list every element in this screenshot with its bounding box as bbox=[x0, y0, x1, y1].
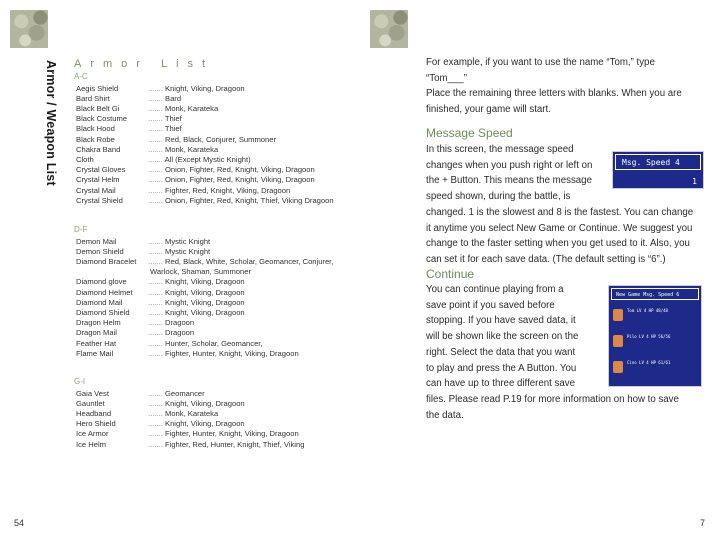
armor-name: Gauntlet bbox=[76, 398, 105, 408]
armor-jobs: Bard bbox=[165, 93, 182, 103]
text-line: For example, if you want to use the name “Tom,” type bbox=[426, 57, 655, 68]
continue-heading: Continue bbox=[426, 267, 475, 281]
armor-row bbox=[76, 114, 182, 124]
armor-row bbox=[76, 399, 245, 409]
armor-jobs: Geomancer bbox=[165, 388, 205, 398]
leader-dots: ....... bbox=[146, 429, 165, 439]
armor-jobs: Monk, Karateka bbox=[165, 103, 219, 113]
armor-row bbox=[76, 288, 245, 298]
text-line: will be shown like the screen on the bbox=[426, 331, 579, 343]
text-line: can have up to three different save bbox=[426, 378, 576, 390]
leader-dots: ....... bbox=[146, 185, 165, 195]
armor-jobs: Fighter, Hunter, Knight, Viking, Dragoon bbox=[165, 429, 299, 439]
text-line: to play and press the A Button. You bbox=[426, 362, 577, 374]
armor-name: Demon Mail bbox=[76, 236, 117, 246]
corner-texture-right bbox=[370, 10, 408, 48]
speed-value: 1 bbox=[692, 177, 697, 186]
section-label: D-F bbox=[74, 225, 88, 234]
armor-jobs: Onion, Fighter, Red, Knight, Viking, Dragoon bbox=[165, 175, 315, 185]
armor-name: Crystal Shield bbox=[76, 195, 123, 205]
leader-dots: ....... bbox=[146, 297, 165, 307]
armor-row bbox=[76, 104, 218, 114]
corner-texture-left bbox=[10, 10, 48, 48]
leader-dots: ....... bbox=[146, 398, 165, 408]
armor-row bbox=[76, 175, 315, 185]
armor-row bbox=[76, 349, 299, 359]
armor-name: Diamond Bracelet bbox=[76, 256, 137, 266]
armor-row bbox=[76, 124, 182, 134]
leader-dots: ....... bbox=[146, 419, 165, 429]
armor-row bbox=[76, 196, 334, 206]
armor-row bbox=[76, 155, 251, 165]
armor-name: Crystal Mail bbox=[76, 185, 116, 195]
armor-name: Hero Shield bbox=[76, 419, 116, 429]
armor-row bbox=[76, 389, 205, 399]
leader-dots: ....... bbox=[146, 103, 165, 113]
armor-row bbox=[76, 186, 290, 196]
armor-jobs: Fighter, Red, Hunter, Knight, Thief, Viking bbox=[165, 439, 305, 449]
armor-jobs: Knight, Viking, Dragoon bbox=[165, 419, 245, 429]
armor-row bbox=[76, 165, 315, 175]
leader-dots: ....... bbox=[146, 195, 165, 205]
armor-name: Demon Shield bbox=[76, 246, 124, 256]
armor-name: Flame Mail bbox=[76, 348, 114, 358]
leader-dots: ....... bbox=[146, 144, 165, 154]
text-line: speed shown, during the battle, is bbox=[426, 191, 571, 203]
armor-row bbox=[76, 277, 245, 287]
armor-row bbox=[76, 84, 245, 94]
text-line: files. Please read P.19 for more information on how to save bbox=[426, 393, 679, 405]
character-icon bbox=[613, 361, 623, 373]
armor-row bbox=[76, 308, 245, 318]
armor-jobs: Thief bbox=[164, 114, 182, 124]
vertical-section-title: Armor / Weapon List bbox=[44, 60, 58, 186]
leader-dots: ....... bbox=[146, 328, 165, 338]
armor-name: Chakra Band bbox=[76, 144, 121, 154]
armor-jobs: Dragoon bbox=[165, 318, 195, 328]
armor-row bbox=[76, 94, 181, 104]
leader-dots: ....... bbox=[146, 236, 165, 246]
armor-row bbox=[76, 237, 210, 247]
leader-dots: ....... bbox=[146, 439, 165, 449]
armor-jobs: Knight, Viking, Dragoon bbox=[165, 277, 245, 287]
text-line: can set it for each save data. (The default setting is “6”.) bbox=[426, 253, 666, 265]
armor-name: Feather Hat bbox=[76, 338, 117, 348]
leader-dots: ....... bbox=[146, 287, 165, 297]
text-line: the data. bbox=[426, 409, 464, 421]
text-line: it anytime you select New Game or Continue. We suggest you bbox=[426, 222, 693, 234]
armor-name: Diamond glove bbox=[76, 277, 127, 287]
armor-name: Crystal Gloves bbox=[76, 165, 126, 175]
armor-jobs: Knight, Viking, Dragoon bbox=[165, 287, 245, 297]
armor-jobs-continued: Warlock, Shaman, Summoner bbox=[150, 267, 252, 277]
text-line: save point if you saved before bbox=[426, 299, 555, 311]
armor-row bbox=[76, 429, 299, 439]
armor-name: Dragon Helm bbox=[76, 318, 121, 328]
save-slot: Tom LV 4 HP 48/48 bbox=[613, 306, 697, 326]
armor-name: Crystal Helm bbox=[76, 175, 120, 185]
armor-jobs: Thief bbox=[164, 124, 182, 134]
text-line: finished, your game will start. bbox=[426, 104, 551, 116]
armor-name: Gaia Vest bbox=[76, 388, 109, 398]
armor-row bbox=[76, 419, 245, 429]
character-icon bbox=[613, 335, 623, 347]
armor-name: Bard Shirt bbox=[76, 93, 110, 103]
message-speed-heading: Message Speed bbox=[426, 126, 513, 140]
armor-name: Black Belt Gi bbox=[76, 103, 120, 113]
leader-dots: ....... bbox=[146, 124, 165, 134]
leader-dots: ....... bbox=[146, 338, 165, 348]
page-number-right: 7 bbox=[700, 518, 706, 528]
armor-jobs: Onion, Fighter, Red, Knight, Viking, Dragoon bbox=[165, 165, 315, 175]
leader-dots: ....... bbox=[146, 388, 165, 398]
text-line: In this screen, the message speed bbox=[426, 144, 574, 155]
armor-jobs: Knight, Viking, Dragoon bbox=[165, 307, 245, 317]
armor-jobs: Dragoon bbox=[165, 328, 195, 338]
armor-name: Ice Armor bbox=[76, 429, 109, 439]
speed-label: Msg. Speed 4 bbox=[615, 154, 701, 170]
armor-jobs: Hunter, Scholar, Geomancer, bbox=[165, 338, 263, 348]
armor-name: Diamond Shield bbox=[76, 307, 130, 317]
armor-name: Black Costume bbox=[76, 114, 128, 124]
armor-row bbox=[76, 298, 245, 308]
armor-jobs: Mystic Knight bbox=[165, 246, 211, 256]
leader-dots: ....... bbox=[146, 114, 165, 124]
armor-name: Ice Helm bbox=[76, 439, 106, 449]
armor-row bbox=[76, 339, 263, 349]
text-line: Place the remaining three letters with blanks. When you are bbox=[426, 88, 682, 100]
armor-jobs: All (Except Mystic Knight) bbox=[164, 154, 251, 164]
armor-jobs: Knight, Viking, Dragoon bbox=[165, 297, 245, 307]
armor-row bbox=[76, 135, 276, 145]
armor-row bbox=[76, 328, 194, 338]
armor-jobs: Onion, Fighter, Red, Knight, Thief, Viking Dragoon bbox=[165, 195, 334, 205]
armor-jobs: Monk, Karateka bbox=[165, 144, 219, 154]
text-line: the + Button. This means the message bbox=[426, 175, 592, 187]
armor-row bbox=[76, 257, 333, 267]
armor-row bbox=[76, 247, 210, 257]
text-line: stopping. If you have saved data, it bbox=[426, 315, 576, 327]
save-slot: Pilo LV 4 HP 56/56 bbox=[613, 332, 697, 352]
armor-name: Black Hood bbox=[76, 124, 115, 134]
leader-dots: ....... bbox=[146, 93, 165, 103]
leader-dots: ....... bbox=[146, 408, 165, 418]
message-speed-screenshot bbox=[612, 151, 704, 189]
armor-jobs: Knight, Viking, Dragoon bbox=[165, 83, 245, 93]
leader-dots: ....... bbox=[146, 246, 165, 256]
leader-dots: ....... bbox=[146, 83, 165, 93]
armor-jobs: Mystic Knight bbox=[165, 236, 211, 246]
text-line: “Tom___” bbox=[426, 72, 467, 84]
text-line: You can continue playing from a bbox=[426, 284, 564, 295]
leader-dots: ....... bbox=[146, 154, 165, 164]
armor-jobs: Red, Black, Conjurer, Summoner bbox=[165, 134, 276, 144]
armor-row bbox=[76, 145, 218, 155]
armor-name: Headband bbox=[76, 408, 112, 418]
armor-jobs: Fighter, Red, Knight, Viking, Dragoon bbox=[165, 185, 291, 195]
armor-name: Aegis Shield bbox=[76, 83, 119, 93]
section-label: A-C bbox=[74, 72, 88, 81]
save-slot: Cino LV 4 HP 61/61 bbox=[613, 358, 697, 378]
armor-jobs: Monk, Karateka bbox=[165, 408, 219, 418]
armor-name: Black Robe bbox=[76, 134, 115, 144]
armor-row bbox=[76, 440, 304, 450]
armor-row bbox=[76, 318, 194, 328]
continue-screenshot bbox=[608, 285, 702, 387]
leader-dots: ....... bbox=[146, 277, 165, 287]
text-line: changed. 1 is the slowest and 8 is the fastest. You can change bbox=[426, 206, 694, 218]
leader-dots: ....... bbox=[146, 318, 165, 328]
armor-jobs: Knight, Viking, Dragoon bbox=[165, 398, 245, 408]
armor-jobs: Red, Black, White, Scholar, Geomancer, Conjurer, bbox=[165, 256, 334, 266]
leader-dots: ....... bbox=[146, 165, 165, 175]
leader-dots: ....... bbox=[146, 307, 165, 317]
section-label: G-I bbox=[74, 377, 86, 386]
text-line: change to the faster setting when you get used to it. Also, you bbox=[426, 238, 690, 250]
armor-list-title: Armor List bbox=[74, 58, 215, 70]
armor-name: Diamond Mail bbox=[76, 297, 123, 307]
leader-dots: ....... bbox=[146, 348, 165, 358]
leader-dots: ....... bbox=[146, 134, 165, 144]
text-line: changes when you push right or left on bbox=[426, 159, 593, 171]
leader-dots: ....... bbox=[146, 175, 165, 185]
text-line: right. Select the data that you want bbox=[426, 346, 576, 358]
page-number-left: 54 bbox=[14, 518, 25, 528]
armor-name: Cloth bbox=[76, 154, 94, 164]
armor-name: Dragon Mail bbox=[76, 328, 117, 338]
save-screen-header: New Game Msg. Speed 6 bbox=[611, 288, 699, 300]
character-icon bbox=[613, 309, 623, 321]
armor-name: Diamond Helmet bbox=[76, 287, 133, 297]
leader-dots: ....... bbox=[146, 256, 165, 266]
armor-jobs: Fighter, Hunter, Knight, Viking, Dragoon bbox=[165, 348, 299, 358]
armor-row bbox=[76, 409, 218, 419]
